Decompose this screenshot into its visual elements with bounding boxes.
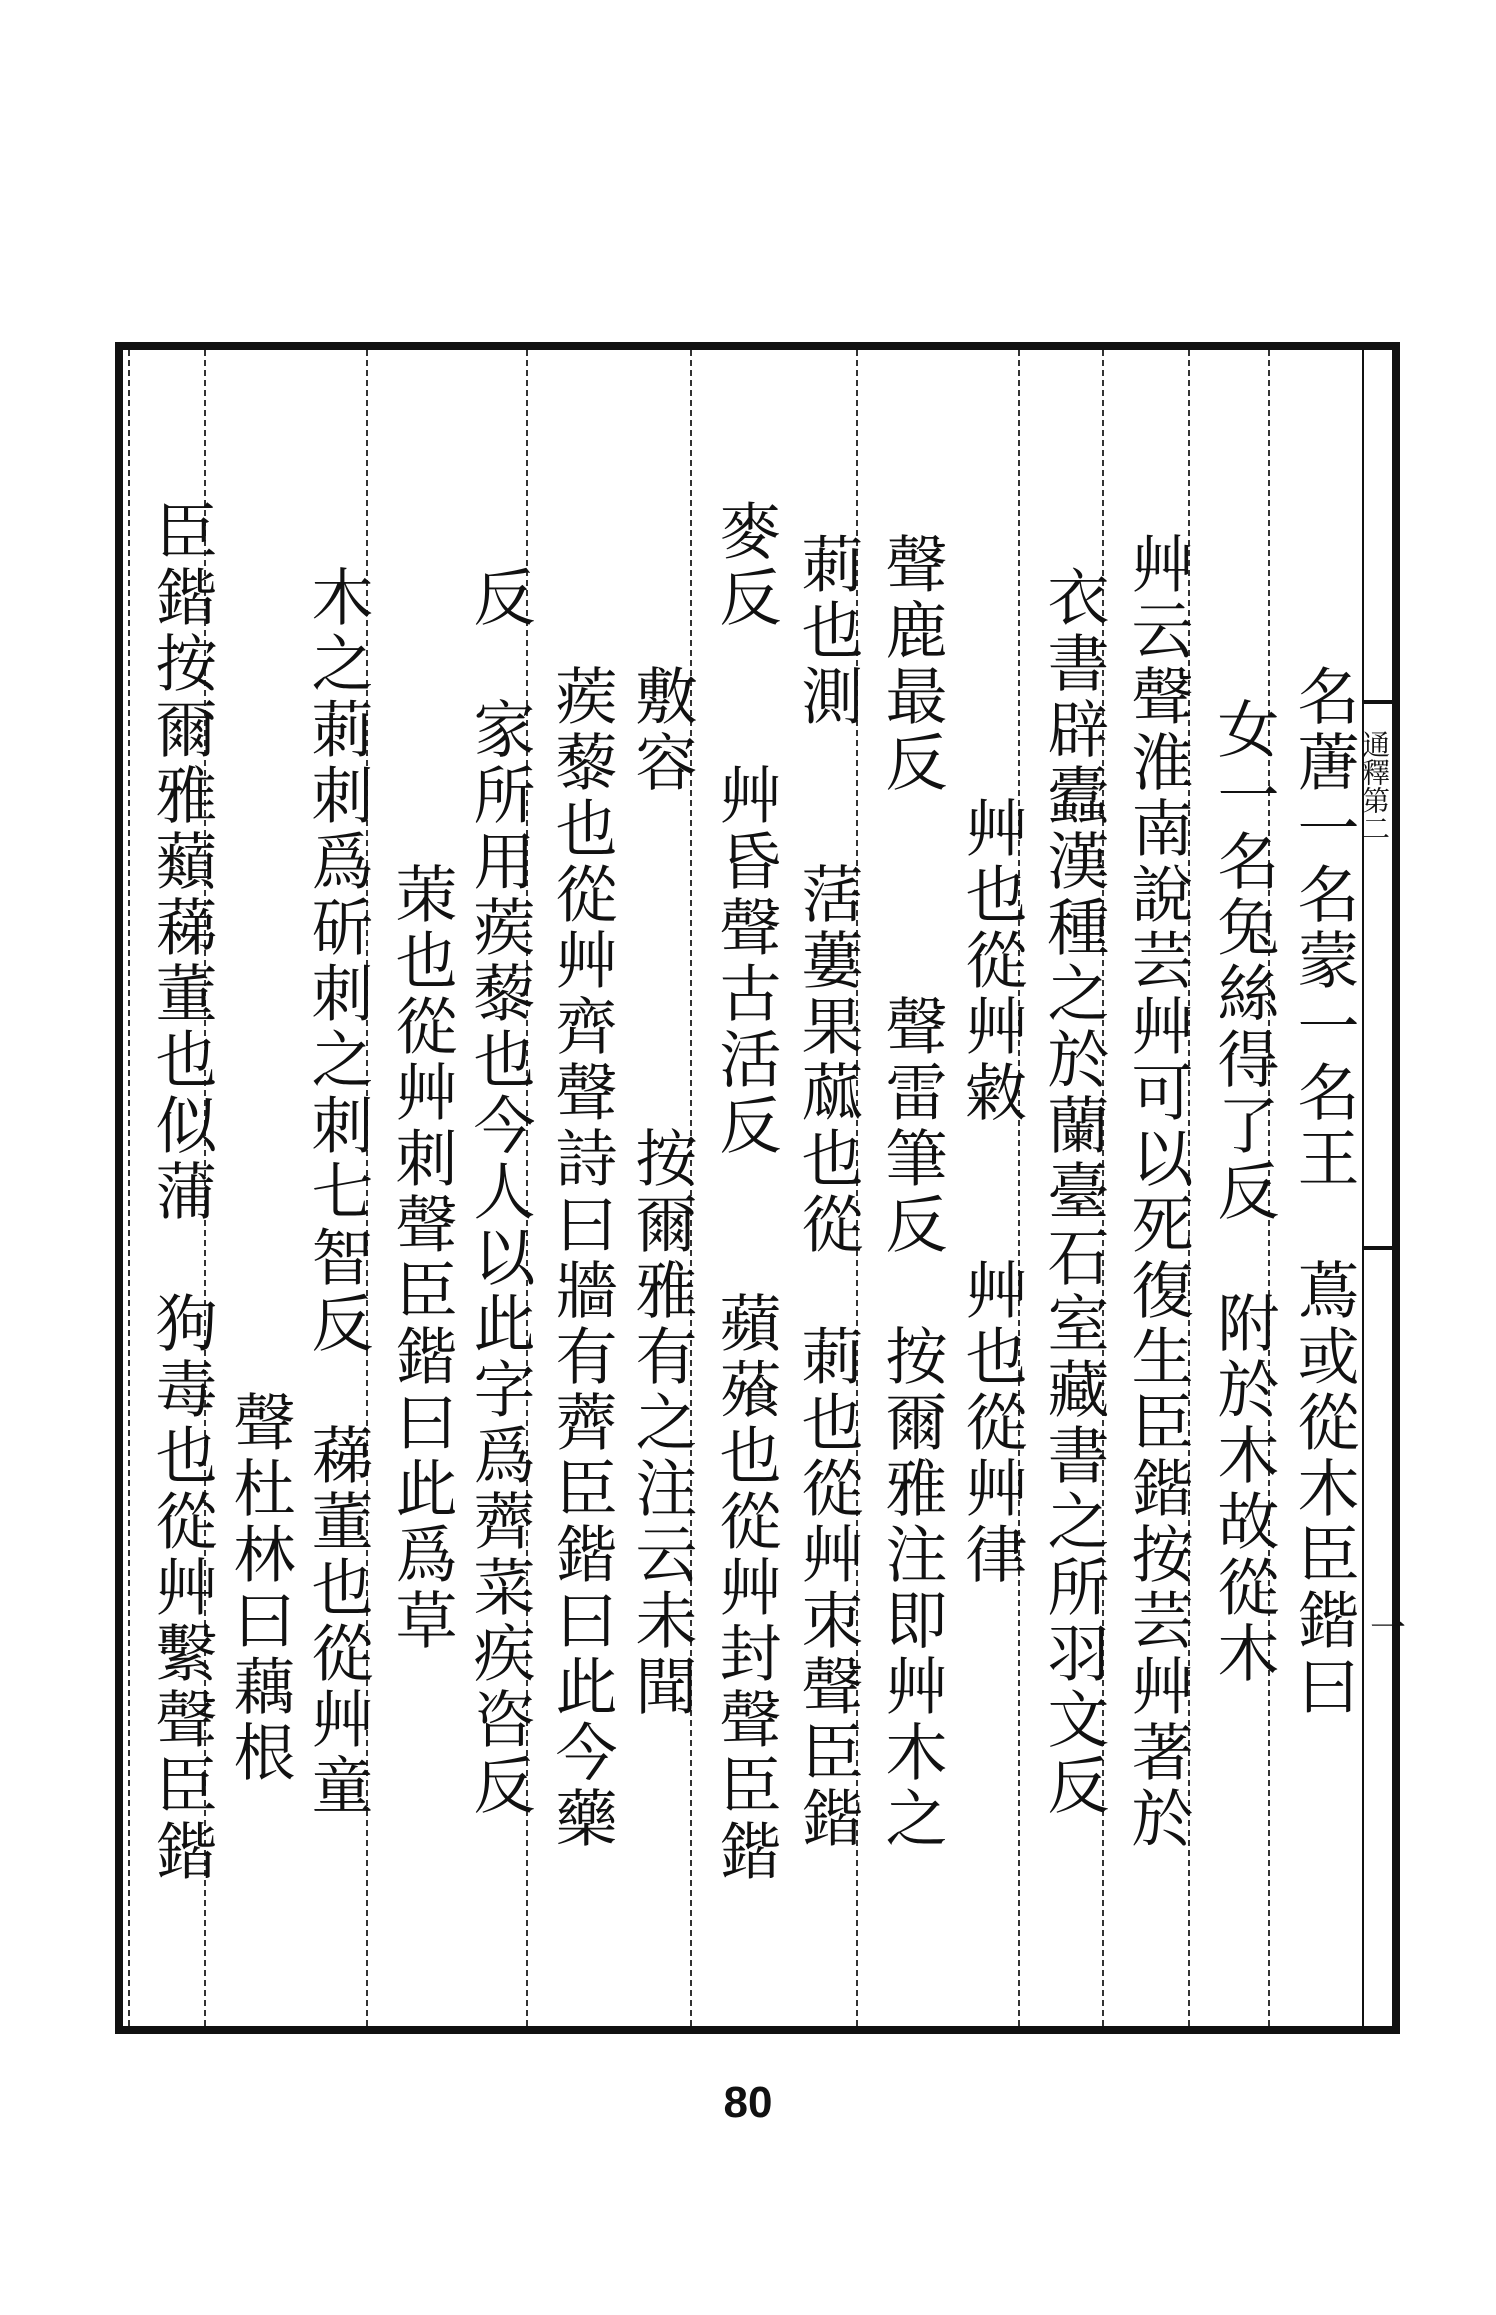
text-column-9: 敷容 按爾雅有之注云未聞	[625, 664, 698, 1720]
text-column-1: 名蓎一名蒙一名王 蔦或從木臣鍇曰	[1287, 664, 1360, 1720]
text-column-13: 木之莿刺爲斫刺之刺七智反 蕛董也從艸童	[301, 565, 374, 1819]
text-column-11: 反 家所用蒺藜也今人以此字爲薺菜疾咨反	[463, 565, 536, 1819]
edge-label: 通釋第二	[1358, 730, 1391, 842]
text-column-8: 麥反 艸昏聲古活反 蘋蕵也從艸封聲臣鍇	[709, 499, 782, 1885]
edge-number: 一	[1370, 1608, 1407, 1649]
text-column-5: 艸也從艸敹 艸也從艸律	[955, 796, 1028, 1588]
text-column-4: 衣書辟蠹漢種之於蘭臺石室藏書之所羽文反	[1037, 565, 1110, 1819]
text-column-7: 莿也測 萿蔞果蓏也從 莿也從艸朿聲臣鍇	[791, 532, 864, 1852]
column-rule	[128, 350, 130, 2026]
text-column-2: 女一名兔絲得了反 附於木故從木	[1207, 697, 1280, 1687]
text-column-12: 茦也從艸刺聲臣鍇曰此爲草	[385, 730, 458, 1654]
text-column-15: 臣鍇按爾雅蘱蕛董也似蒲 狗毒也從艸繫聲臣鍇	[145, 499, 218, 1885]
text-column-3: 艸云聲淮南說芸艸可以死復生臣鍇按芸艸著於	[1121, 532, 1194, 1852]
text-column-6: 聲鹿最反 聲雷筆反 按爾雅注即艸木之	[875, 532, 948, 1852]
page-number: 80	[723, 2078, 773, 2127]
text-column-10: 蒺藜也從艸齊聲詩曰牆有薺臣鍇曰此今藥	[545, 532, 618, 1852]
text-column-14: 聲杜林曰藕根	[223, 598, 296, 1786]
